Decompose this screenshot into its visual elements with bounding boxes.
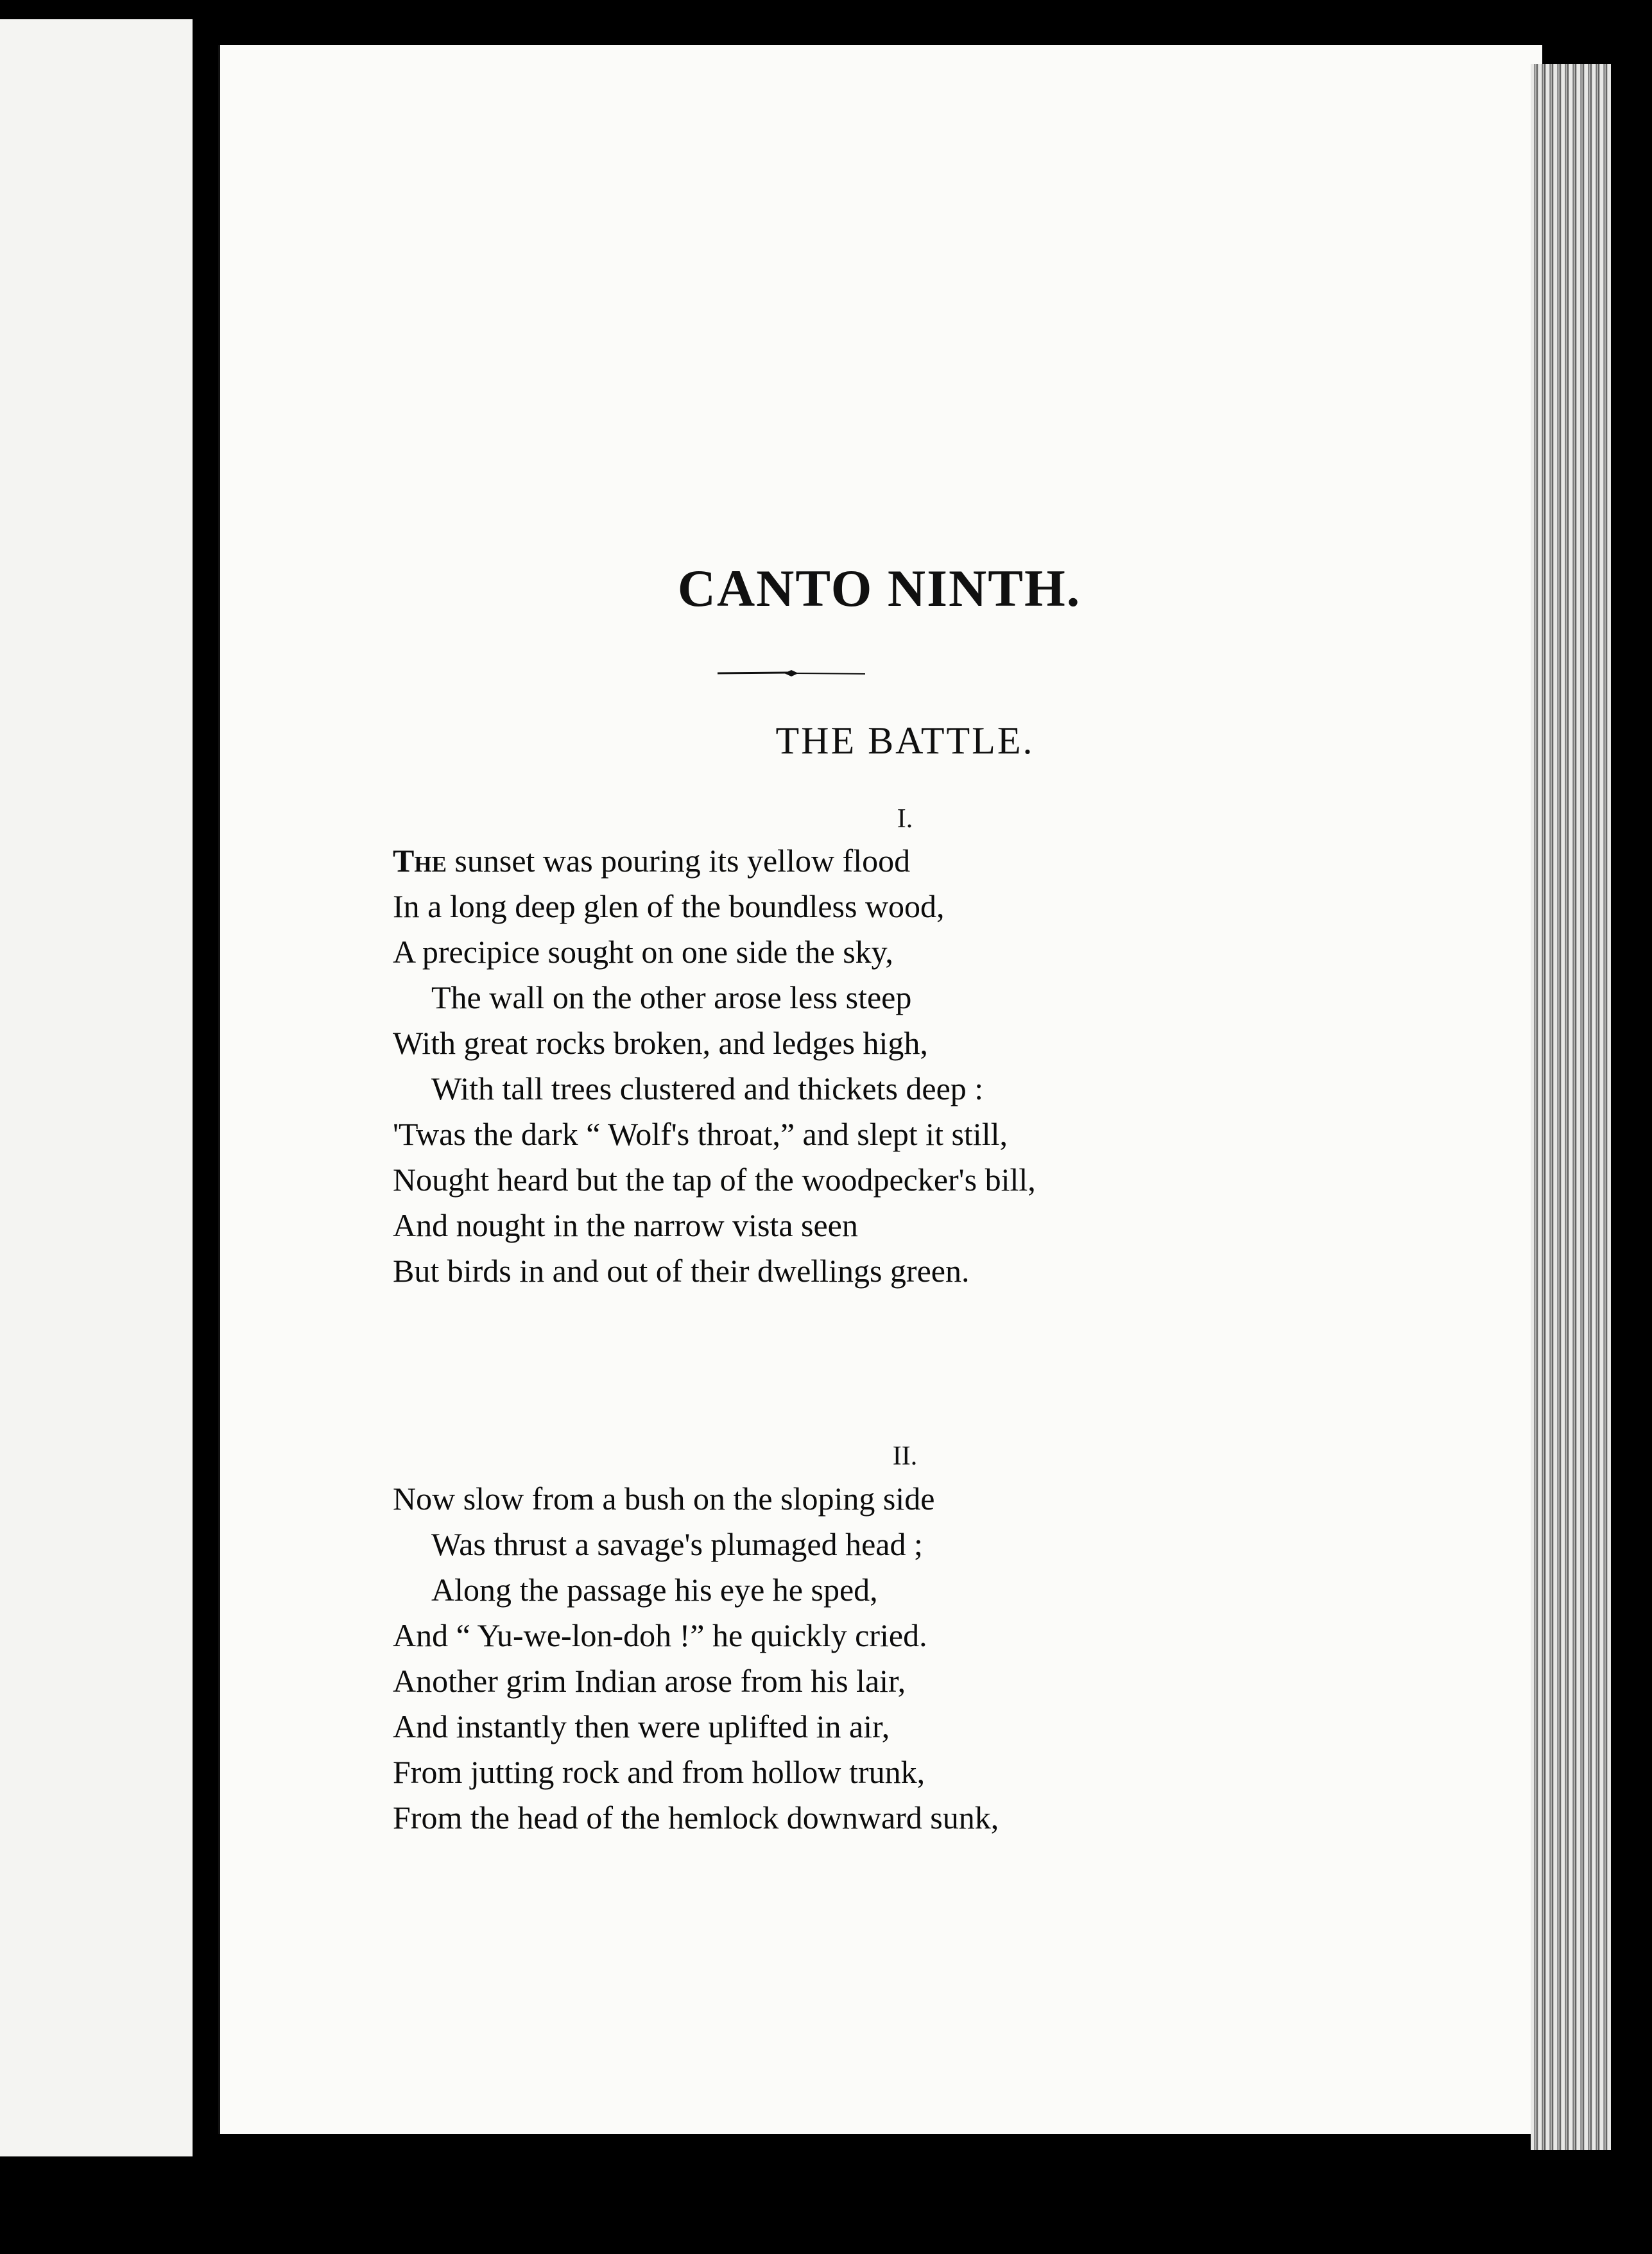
verse-line: The sunset was pouring its yellow flood [393, 843, 911, 879]
stanza-number: I. [897, 804, 913, 834]
verse-line: From jutting rock and from hollow trunk, [393, 1754, 925, 1790]
page-edges [1531, 64, 1611, 2150]
book-gutter [193, 0, 218, 2254]
verse-line: And nought in the narrow vista seen [393, 1207, 858, 1243]
section-title: THE BATTLE. [775, 719, 1035, 762]
verse-line: Now slow from a bush on the sloping side [393, 1481, 935, 1517]
verse-line: From the head of the hemlock downward sunk, [393, 1800, 999, 1836]
drop-word: The [393, 843, 447, 879]
verse-line: And instantly then were uplifted in air, [393, 1708, 890, 1744]
stanza-2 [393, 1476, 1522, 1841]
verse-line: Was thrust a savage's plumaged head ; [431, 1526, 923, 1562]
verse-line: A precipice sought on one side the sky, [393, 934, 893, 970]
verse-line: With tall trees clustered and thickets deep : [431, 1071, 984, 1106]
verse-line: In a long deep glen of the boundless wood, [393, 888, 945, 924]
canto-title: CANTO NINTH. [677, 559, 1081, 617]
verse-line: And “ Yu-we-lon-doh !” he quickly cried. [393, 1617, 927, 1653]
verse-line: 'Twas the dark “ Wolf's throat,” and slept it still, [393, 1116, 1008, 1152]
verse-line: Along the passage his eye he sped, [431, 1572, 878, 1608]
verse-line: The wall on the other arose less steep [431, 979, 912, 1015]
verse-line: With great rocks broken, and ledges high, [393, 1025, 928, 1061]
stanza-number: II. [892, 1441, 918, 1471]
previous-page-edge [0, 19, 194, 2156]
verse-line: Nought heard but the tap of the woodpecker's bill, [393, 1162, 1036, 1198]
verse-line: Another grim Indian arose from his lair, [393, 1663, 906, 1699]
ornament-divider [718, 669, 865, 678]
verse-line: But birds in and out of their dwellings green. [393, 1253, 970, 1289]
stanza-1 [393, 838, 1522, 1294]
